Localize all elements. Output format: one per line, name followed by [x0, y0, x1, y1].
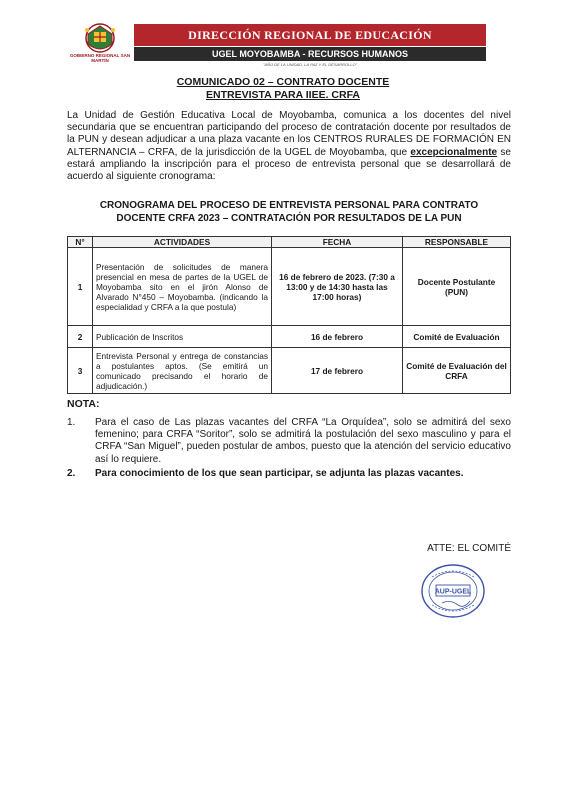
intro-text-end: se estará ampliando la inscripción para el proceso de entrevista personal que se desarrollará de acuerdo al siguiente cronograma:	[67, 146, 511, 183]
note-number: 1.	[67, 417, 76, 428]
row-responsible: Comité de Evaluación	[403, 326, 511, 348]
intro-paragraph	[67, 110, 511, 183]
schedule-table	[67, 236, 511, 394]
schedule-title	[67, 200, 511, 225]
closing-signature: ATTE: EL COMITÉ	[427, 543, 511, 554]
intro-emphasis: excepcionalmente	[410, 146, 498, 158]
unit-banner: UGEL MOYOBAMBA - RECURSOS HUMANOS	[134, 47, 486, 61]
title-line-2: ENTREVISTA PARA IIEE. CRFA	[205, 89, 360, 101]
logo-caption: GOBIERNO REGIONAL SAN MARTÍN	[69, 53, 131, 63]
regional-government-logo	[74, 22, 126, 74]
document-title	[0, 76, 566, 102]
schedule-title-line-1: CRONOGRAMA DEL PROCESO DE ENTREVISTA PERSONAL PARA CONTRATO	[99, 200, 479, 211]
note-number: 2.	[67, 467, 76, 479]
note-text: Para el caso de Las plazas vacantes del CRFA “La Orquídea”, solo se admitirá del sexo femenino; para CRFA “Soritor”, solo se admitirá la postulación del sexo masculino y para el CRFA “San Miguel”, pueden postular de ambos, puesto que la atención del servicio educativo así lo requiere.	[95, 417, 511, 465]
header-date: FECHA	[272, 237, 403, 248]
list-item	[67, 468, 511, 480]
list-item	[67, 417, 511, 466]
year-motto: "AÑO DE LA UNIDAD, LA PAZ Y EL DESARROLLO"	[262, 62, 358, 67]
institution-banner: DIRECCIÓN REGIONAL DE EDUCACIÓN	[134, 24, 486, 46]
row-number: 1	[68, 248, 93, 326]
title-line-1: COMUNICADO 02 – CONTRATO DOCENTE	[176, 76, 390, 88]
row-date: 16 de febrero de 2023. (7:30 a 13:00 y de 14:30 hasta las 17:00 horas)	[272, 248, 403, 326]
header-responsible: RESPONSABLE	[403, 237, 511, 248]
row-activity: Presentación de solicitudes de manera presencial en mesa de partes de la UGEL de Moyobamba sito en el jirón Alonso de Alvarado N°450 – Moyobamba. (indicando la especialidad y CRFA a la que postula)	[93, 248, 272, 326]
row-activity: Publicación de Inscritos	[93, 326, 272, 348]
row-number: 2	[68, 326, 93, 348]
row-responsible: Comité de Evaluación del CRFA	[403, 348, 511, 394]
table-row	[68, 248, 511, 326]
committee-stamp	[420, 563, 486, 619]
notes-list	[67, 417, 511, 482]
header-activities: ACTIVIDADES	[93, 237, 272, 248]
table-row	[68, 348, 511, 394]
intro-text-start: La Unidad de Gestión Educativa Local de Moyobamba, comunica a los docentes del nivel secundaria que se encuentran participando del proceso de contratación docente por resultados de la PUN y desean adjudicar a una plaza vacante en los CENTROS RURALES DE FORMACIÓN EN ALTERNANCIA – CRFA, de la jurisdicción de la UGEL de Moyobamba, que	[67, 110, 511, 158]
row-responsible: Docente Postulante (PUN)	[403, 248, 511, 326]
table-header-row	[68, 237, 511, 248]
svg-text:AUP-UGEL: AUP-UGEL	[434, 588, 472, 596]
header-num: N°	[68, 237, 93, 248]
row-date: 16 de febrero	[272, 326, 403, 348]
schedule-title-line-2: DOCENTE CRFA 2023 – CONTRATACIÓN POR RESULTADOS DE LA PUN	[116, 212, 462, 224]
row-number: 3	[68, 348, 93, 394]
table-row	[68, 326, 511, 348]
notes-title: NOTA:	[67, 398, 100, 410]
row-date: 17 de febrero	[272, 348, 403, 394]
note-text: Para conocimiento de los que sean participar, se adjunta las plazas vacantes.	[95, 467, 464, 479]
row-activity: Entrevista Personal y entrega de constancias a postulantes aptos. (Se emitirá un comunicado precisando el horario de adjudicación.)	[93, 348, 272, 394]
